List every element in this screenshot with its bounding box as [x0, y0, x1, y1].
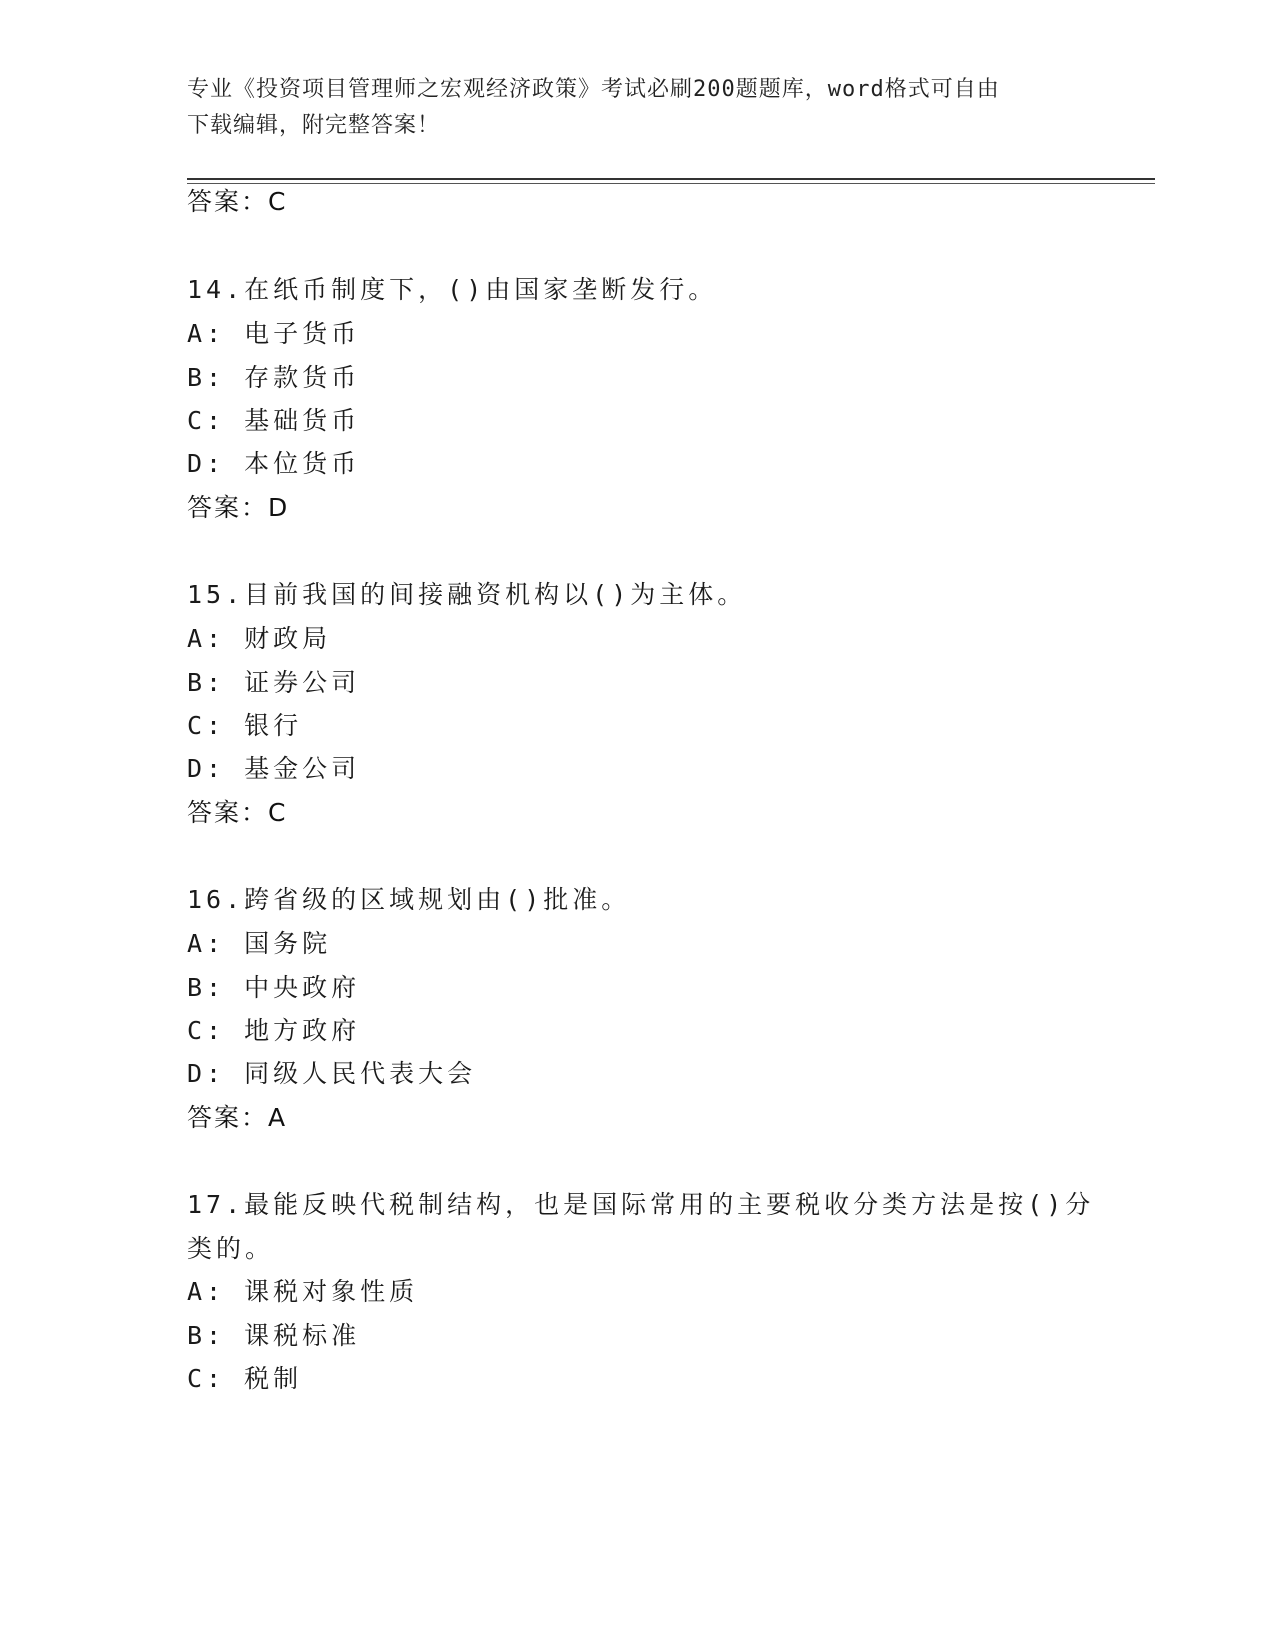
option-b: B: 存款货币 — [187, 363, 361, 392]
option-b: B: 中央政府 — [187, 973, 361, 1002]
option-c: C: 地方政府 — [187, 1016, 361, 1045]
option-b: B: 证券公司 — [187, 668, 361, 697]
option-d: D: 基金公司 — [187, 754, 361, 783]
header-divider — [187, 178, 1155, 180]
option-a: A: 课税对象性质 — [187, 1277, 419, 1306]
question-stem: 14.在纸币制度下，()由国家垄断发行。 — [187, 275, 718, 304]
option-c: C: 税制 — [187, 1364, 303, 1393]
option-d: D: 同级人民代表大会 — [187, 1059, 477, 1088]
option-a: A: 电子货币 — [187, 319, 361, 348]
question-stem: 17.最能反映代税制结构，也是国际常用的主要税收分类方法是按()分 — [187, 1190, 1095, 1219]
answer-line: 答案：A — [187, 1103, 288, 1132]
option-a: A: 财政局 — [187, 624, 332, 653]
option-c: C: 基础货币 — [187, 406, 361, 435]
option-d: D: 本位货币 — [187, 449, 361, 478]
question-stem: 15.目前我国的间接融资机构以()为主体。 — [187, 580, 747, 609]
question-stem-continued: 类的。 — [187, 1234, 275, 1263]
header-line-2: 下载编辑，附完整答案！ — [187, 113, 441, 138]
option-a: A: 国务院 — [187, 929, 332, 958]
answer-line: 答案：C — [187, 798, 288, 827]
answer-line: 答案：C — [187, 187, 288, 216]
header-line-1: 专业《投资项目管理师之宏观经济政策》考试必刷200题题库，word格式可自由 — [187, 77, 1000, 102]
document-header — [187, 72, 1087, 144]
header-divider-thin — [187, 183, 1155, 184]
answer-line: 答案：D — [187, 493, 290, 522]
option-b: B: 课税标准 — [187, 1321, 361, 1350]
option-c: C: 银行 — [187, 711, 303, 740]
question-stem: 16.跨省级的区域规划由()批准。 — [187, 885, 631, 914]
